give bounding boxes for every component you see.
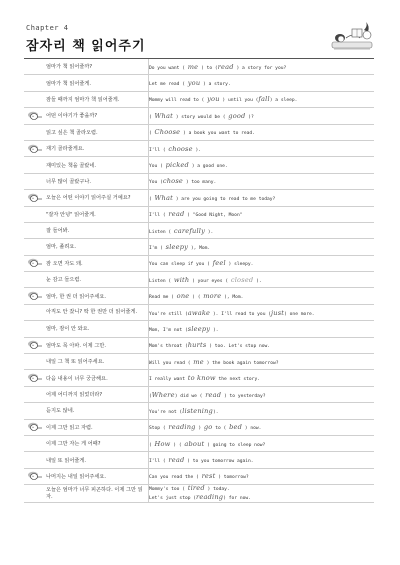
sentence-text: I really want bbox=[149, 377, 188, 383]
english-sentence bbox=[149, 386, 375, 402]
sentence-text: ) are you going to read to me today? bbox=[172, 196, 276, 202]
sentence-text: Mom's throat ( bbox=[149, 344, 188, 350]
english-sentence bbox=[149, 206, 375, 222]
sentence-text: You can sleep if you ( bbox=[149, 262, 213, 268]
korean-sentence: 이제 그만 읽고 자렴. bbox=[46, 419, 149, 435]
avatar-cell bbox=[24, 452, 46, 468]
handwritten-answer: hurts bbox=[187, 341, 207, 350]
speaker-avatar-icon bbox=[27, 373, 43, 383]
sentence-text: ) to ( bbox=[198, 65, 218, 71]
dialogue-row bbox=[24, 91, 374, 107]
handwritten-answer: What bbox=[154, 111, 173, 120]
avatar-cell bbox=[24, 59, 46, 75]
handwritten-answer: rest bbox=[201, 472, 216, 481]
english-sentence bbox=[149, 288, 375, 304]
sentence-text: ) your eyes ( bbox=[189, 278, 231, 284]
sentence-text: )? bbox=[245, 114, 254, 120]
handwritten-answer: closed bbox=[230, 275, 254, 284]
handwritten-answer: awake bbox=[187, 308, 211, 317]
dialogue-row bbox=[24, 288, 374, 304]
dialogue-row bbox=[24, 206, 374, 222]
avatar-cell bbox=[24, 419, 46, 435]
korean-sentence: 재기 골라줄게요. bbox=[46, 140, 149, 156]
dialogue-row bbox=[24, 468, 374, 484]
sentence-text: ( bbox=[149, 114, 155, 120]
sentence-text: ) bbox=[195, 426, 204, 432]
english-sentence bbox=[149, 468, 375, 484]
avatar-cell bbox=[24, 190, 46, 206]
dialogue-row bbox=[24, 337, 374, 353]
korean-sentence: 엄마, 졸려요. bbox=[46, 239, 149, 255]
handwritten-answer: reading bbox=[168, 423, 196, 432]
sentence-text: ). bbox=[205, 229, 214, 235]
sentence-text: ) a story for you? bbox=[233, 65, 287, 71]
sentence-text: to ( bbox=[212, 426, 230, 432]
korean-sentence: 읽고 싶은 책 골라오렴. bbox=[46, 124, 149, 140]
english-sentence bbox=[149, 255, 375, 271]
sentence-text: ) did we ( bbox=[174, 393, 206, 399]
korean-sentence: 엄마가 책 읽어줄게. bbox=[46, 75, 149, 91]
korean-sentence: 잘 들어봐. bbox=[46, 222, 149, 238]
handwritten-answer: choose bbox=[168, 144, 193, 153]
speaker-avatar-icon bbox=[27, 291, 43, 301]
korean-sentence: 내일 또 읽어줄게. bbox=[46, 452, 149, 468]
handwritten-answer: What bbox=[154, 193, 173, 202]
english-sentence bbox=[149, 272, 375, 288]
speaker-avatar-icon bbox=[27, 258, 43, 268]
english-sentence bbox=[149, 239, 375, 255]
korean-sentence: 엄마, 한 권 더 읽어주세요. bbox=[46, 288, 149, 304]
korean-sentence: 듣지도 않네. bbox=[46, 403, 149, 419]
handwritten-answer: carefully bbox=[173, 226, 206, 235]
sentence-text: ) to you tomorrow again. bbox=[184, 459, 254, 465]
sentence-text: ) a sleep. bbox=[269, 98, 298, 104]
handwritten-answer: listening bbox=[182, 406, 213, 415]
handwritten-answer: read bbox=[168, 210, 185, 219]
sentence-text: ( bbox=[149, 131, 155, 137]
page-title: 잠자리 책 읽어주기 bbox=[26, 39, 146, 54]
sentence-text: ). bbox=[210, 327, 219, 333]
english-sentence bbox=[149, 222, 375, 238]
dialogue-row bbox=[24, 419, 374, 435]
dialogue-table bbox=[24, 59, 374, 503]
avatar-cell bbox=[24, 108, 46, 124]
sentence-text: ). bbox=[192, 147, 202, 153]
dialogue-row bbox=[24, 435, 374, 451]
sentence-text: You ( bbox=[149, 164, 166, 170]
english-sentence bbox=[149, 140, 375, 156]
sentence-text: Mommy will read to ( bbox=[149, 98, 208, 104]
handwritten-answer: Where bbox=[151, 390, 175, 399]
dialogue-row bbox=[24, 157, 374, 173]
dialogue-row bbox=[24, 222, 374, 238]
handwritten-answer: bed bbox=[229, 423, 243, 432]
handwritten-answer: sleepy bbox=[187, 324, 211, 333]
handwritten-answer: good bbox=[228, 111, 246, 120]
dialogue-row bbox=[24, 485, 374, 503]
korean-sentence: 나머지는 내일 읽어주세요. bbox=[46, 468, 149, 484]
sentence-text: ) going to sleep now? bbox=[204, 442, 266, 448]
dialogue-row bbox=[24, 370, 374, 386]
korean-sentence: "잘자 안녕" 읽어줄게. bbox=[46, 206, 149, 222]
korean-sentence: 내일 그 책 또 읽어주세요. bbox=[46, 354, 149, 370]
sentence-text: ) to yesterday? bbox=[221, 393, 266, 399]
dialogue-row bbox=[24, 173, 374, 189]
korean-sentence: 엄마도 목 아파. 이제 그만. bbox=[46, 337, 149, 353]
sentence-text: Listen ( bbox=[149, 229, 174, 235]
speaker-avatar-icon bbox=[27, 111, 43, 121]
sentence-text: the next story. bbox=[215, 377, 260, 383]
sentence-text: ) too many. bbox=[183, 180, 217, 186]
sentence-text: ) until you ( bbox=[219, 98, 259, 104]
sentence-text: You're still ( bbox=[149, 311, 188, 317]
sentence-text: Let me read ( bbox=[149, 82, 188, 88]
handwritten-answer: just bbox=[271, 308, 285, 317]
korean-sentence: 엄마가 책 읽어줄까? bbox=[46, 59, 149, 75]
handwritten-answer: with bbox=[173, 275, 190, 284]
sentence-text: ) ( bbox=[170, 442, 185, 448]
avatar-cell bbox=[24, 370, 46, 386]
avatar-cell bbox=[24, 485, 46, 503]
dialogue-row bbox=[24, 59, 374, 75]
avatar-cell bbox=[24, 321, 46, 337]
chapter-label: Chapter 4 bbox=[26, 24, 69, 32]
korean-sentence: 엄마, 잠이 안 와요. bbox=[46, 321, 149, 337]
avatar-cell bbox=[24, 222, 46, 238]
sentence-text: ). bbox=[253, 278, 262, 284]
korean-sentence: 이제 그만 자는 게 어때? bbox=[46, 435, 149, 451]
handwritten-answer: Choose bbox=[154, 128, 181, 137]
korean-sentence: 잠 오면 자도 돼. bbox=[46, 255, 149, 271]
english-sentence bbox=[149, 485, 375, 503]
speaker-avatar-icon bbox=[27, 144, 43, 154]
sentence-text: Stop ( bbox=[149, 426, 169, 432]
avatar-cell bbox=[24, 468, 46, 484]
korean-sentence: 오늘은 어떤 이야기 읽어주실 거예요? bbox=[46, 190, 149, 206]
english-sentence bbox=[149, 173, 375, 189]
avatar-cell bbox=[24, 272, 46, 288]
dialogue-row bbox=[24, 321, 374, 337]
handwritten-answer: one bbox=[176, 292, 190, 301]
sentence-text: You're not ( bbox=[149, 409, 183, 415]
english-sentence bbox=[149, 59, 375, 75]
sentence-text: Will you read ( bbox=[149, 360, 194, 366]
avatar-cell bbox=[24, 435, 46, 451]
sentence-text: ) today. bbox=[204, 487, 230, 493]
sentence-text: ) a story. bbox=[200, 82, 231, 88]
handwritten-answer: picked bbox=[165, 161, 189, 170]
sentence-text: ) a book you want to read. bbox=[180, 131, 255, 137]
sentence-text: ) too. Let's stop now. bbox=[206, 344, 271, 350]
english-sentence bbox=[149, 304, 375, 320]
sentence-text: ), Mom. bbox=[221, 295, 244, 301]
avatar-cell bbox=[24, 91, 46, 107]
english-sentence bbox=[149, 435, 375, 451]
handwritten-answer: to know bbox=[187, 374, 216, 383]
english-sentence bbox=[149, 190, 375, 206]
dialogue-row bbox=[24, 190, 374, 206]
dialogue-row bbox=[24, 255, 374, 271]
avatar-cell bbox=[24, 140, 46, 156]
handwritten-answer: read bbox=[168, 456, 185, 465]
dialogue-row bbox=[24, 75, 374, 91]
sentence-text: Listen ( bbox=[149, 278, 174, 284]
english-sentence bbox=[149, 370, 375, 386]
sentence-text: ). I'll read to you ( bbox=[210, 311, 271, 317]
sentence-text: I'm ( bbox=[149, 245, 166, 251]
sentence-text: You ( bbox=[149, 180, 163, 186]
english-sentence bbox=[149, 91, 375, 107]
english-sentence bbox=[149, 157, 375, 173]
speaker-avatar-icon bbox=[27, 193, 43, 203]
sentence-text: Read me ( bbox=[149, 295, 177, 301]
speaker-avatar-icon bbox=[27, 471, 43, 481]
korean-sentence: 오늘은 엄마가 너무 피곤하다. 이제 그만 읽자. bbox=[46, 485, 149, 503]
avatar-cell bbox=[24, 124, 46, 140]
sentence-text: ( bbox=[149, 442, 155, 448]
handwritten-answer: read bbox=[217, 62, 234, 71]
sentence-text: Do you want ( bbox=[149, 65, 188, 71]
avatar-cell bbox=[24, 386, 46, 402]
handwritten-answer: me bbox=[193, 357, 204, 366]
handwritten-answer: me bbox=[187, 62, 199, 71]
sentence-text: Mommy's too ( bbox=[149, 487, 188, 493]
dialogue-row bbox=[24, 354, 374, 370]
sentence-text: ) ( bbox=[189, 295, 204, 301]
handwritten-answer: tired bbox=[187, 484, 205, 493]
sentence-text: ) "Good Night, Moon" bbox=[184, 213, 243, 219]
korean-sentence: 눈 감고 들으렴. bbox=[46, 272, 149, 288]
english-sentence bbox=[149, 354, 375, 370]
dialogue-row bbox=[24, 403, 374, 419]
avatar-cell bbox=[24, 304, 46, 320]
english-sentence bbox=[149, 403, 375, 419]
sentence-text: ) the book again tomorrow? bbox=[203, 360, 279, 366]
sentence-text: ) tomorrow? bbox=[215, 475, 249, 481]
dialogue-row bbox=[24, 386, 374, 402]
avatar-cell bbox=[24, 288, 46, 304]
handwritten-answer: read bbox=[205, 390, 222, 399]
korean-sentence: 너무 많이 골랐구나. bbox=[46, 173, 149, 189]
dialogue-row bbox=[24, 452, 374, 468]
sentence-text: Can you read the ( bbox=[149, 475, 202, 481]
korean-sentence: 어제 어디까지 읽었더라? bbox=[46, 386, 149, 402]
dialogue-row bbox=[24, 272, 374, 288]
sentence-text: ) story would be ( bbox=[172, 114, 229, 120]
english-sentence bbox=[149, 419, 375, 435]
english-sentence bbox=[149, 452, 375, 468]
handwritten-answer: fall bbox=[258, 95, 270, 104]
dialogue-row bbox=[24, 239, 374, 255]
korean-sentence: 어떤 이야기가 좋을까? bbox=[46, 108, 149, 124]
speaker-avatar-icon bbox=[27, 340, 43, 350]
avatar-cell bbox=[24, 354, 46, 370]
sentence-text: Mom, I'm not ( bbox=[149, 327, 188, 333]
avatar-cell bbox=[24, 157, 46, 173]
sentence-text: I'll ( bbox=[149, 147, 169, 153]
handwritten-answer: you bbox=[207, 95, 220, 104]
sentence-text: I'll ( bbox=[149, 213, 169, 219]
sentence-text: ) a good one. bbox=[188, 164, 228, 170]
dialogue-row bbox=[24, 304, 374, 320]
avatar-cell bbox=[24, 337, 46, 353]
korean-sentence: 재미있는 책을 골랐네. bbox=[46, 157, 149, 173]
avatar-cell bbox=[24, 239, 46, 255]
sentence-text: ), Mom. bbox=[188, 245, 211, 251]
korean-sentence: 다음 내용이 너무 궁금해요. bbox=[46, 370, 149, 386]
sentence-text: ). bbox=[212, 409, 219, 415]
sentence-text: I'll ( bbox=[149, 459, 169, 465]
sentence-text: ( bbox=[149, 393, 152, 399]
sentence-text: ) now. bbox=[242, 426, 262, 432]
dialogue-row bbox=[24, 124, 374, 140]
avatar-cell bbox=[24, 75, 46, 91]
korean-sentence: 잠들 때까지 엄마가 책 읽어줄게. bbox=[46, 91, 149, 107]
handwritten-answer: go bbox=[203, 423, 213, 432]
sentence-text: ) sleepy. bbox=[225, 262, 254, 268]
english-sentence bbox=[149, 75, 375, 91]
dialogue-row bbox=[24, 108, 374, 124]
avatar-cell bbox=[24, 206, 46, 222]
english-sentence bbox=[149, 321, 375, 337]
avatar-cell bbox=[24, 403, 46, 419]
korean-sentence: 아직도 안 잤니? 딱 한 권만 더 읽어줄게. bbox=[46, 304, 149, 320]
handwritten-answer: you bbox=[187, 79, 201, 88]
dialogue-row bbox=[24, 140, 374, 156]
english-sentence bbox=[149, 337, 375, 353]
avatar-cell bbox=[24, 255, 46, 271]
handwritten-answer: more bbox=[203, 292, 222, 301]
sentence-text: ) one more. bbox=[284, 311, 315, 317]
reading-bedtime-illustration bbox=[330, 18, 374, 56]
handwritten-answer: chose bbox=[162, 177, 184, 186]
sentence-text: Let's just stop ( bbox=[149, 495, 197, 501]
avatar-cell bbox=[24, 173, 46, 189]
speaker-avatar-icon bbox=[27, 422, 43, 432]
handwritten-answer: How bbox=[154, 439, 171, 448]
handwritten-answer: feel bbox=[212, 259, 226, 268]
sentence-text: ( bbox=[149, 196, 155, 202]
english-sentence bbox=[149, 108, 375, 124]
handwritten-answer: about bbox=[184, 439, 205, 448]
sentence-text: ) for now. bbox=[223, 495, 251, 501]
english-sentence bbox=[149, 124, 375, 140]
handwritten-answer: sleepy bbox=[165, 242, 189, 251]
handwritten-answer: reading bbox=[196, 492, 224, 501]
